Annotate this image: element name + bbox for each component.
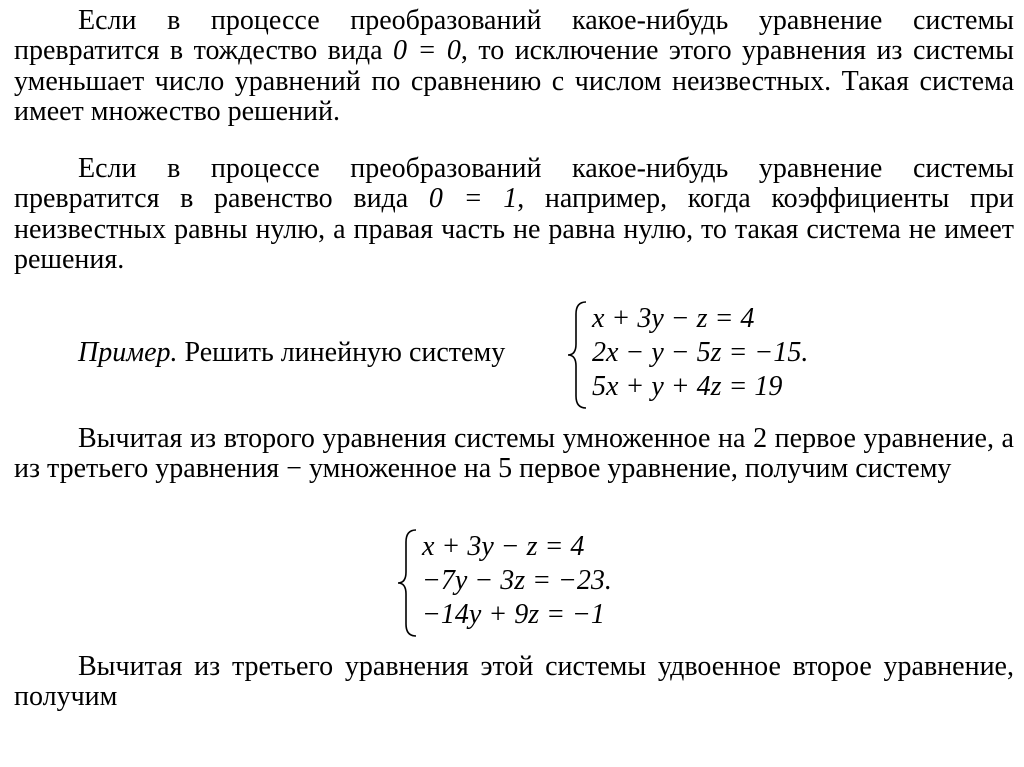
paragraph-identity-case [14,6,1014,128]
paragraph-doubling [14,652,1014,713]
p2-text-b: , например, когда коэффициенты при неизвестных равны нулю, а правая часть не равна нулю, то такая система не имеет решения. [14,183,1014,276]
system1-row-1: x + 3y − z = 4 [592,303,755,334]
system2-row-3: −14y + 9z = −1 [422,599,605,630]
p4-text: Вычитая из третьего уравнения этой системы удвоенное второе уравнение, получим [14,651,1014,713]
p1-text-b: , то исключение этого уравнения из системы уменьшает число уравнений по сравнению с числом неизвестных. Такая система имеет множество решений. [14,35,1014,128]
system2-row-2: −7y − 3z = −23. [422,565,612,596]
system2-row-1: x + 3y − z = 4 [422,531,585,562]
p1-text-a: Если в процессе преобразований какое-нибудь уравнение системы превратится в тождество вида [14,5,1014,67]
example-word: Пример. [78,337,178,368]
p2-text-a: Если в процессе преобразований какое-нибудь уравнение системы превратится в равенство вида [14,153,1014,215]
p1-equation: 0 = 0 [393,35,461,67]
p2-equation: 0 = 1 [428,183,518,215]
system1 [592,302,808,404]
example-text: Решить линейную систему [177,337,506,368]
paragraph-inconsistent-case [14,154,1014,276]
system2 [422,530,612,632]
system1-row-3: 5x + y + 4z = 19 [592,371,783,402]
paragraph-subtraction [14,424,1014,485]
p3-text: Вычитая из второго уравнения системы умноженное на 2 первое уравнение, а из третьего уравнения − умноженное на 5 первое уравнение, получим систему [14,423,1014,485]
system1-row-2: 2x − y − 5z = −15. [592,337,809,368]
example-label [78,338,505,368]
system1-brace-icon [566,300,588,410]
system2-brace-icon [396,528,418,638]
